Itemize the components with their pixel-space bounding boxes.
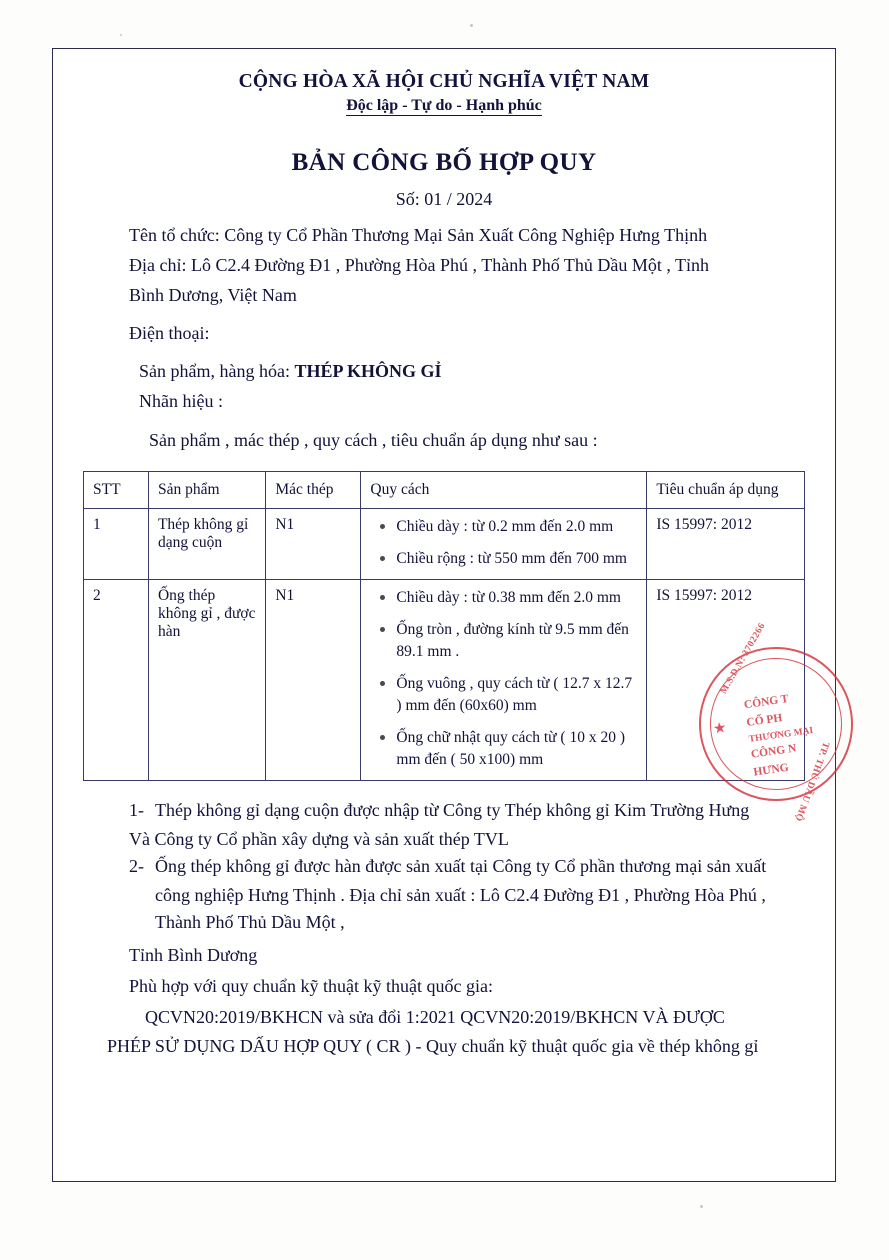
product-label: Sản phẩm, hàng hóa: — [139, 361, 290, 382]
cell-standard: IS 15997: 2012 — [647, 579, 805, 780]
phone-line: Điện thoại: — [129, 323, 210, 344]
note-text: Thép không gỉ dạng cuộn được nhập từ Công ty Thép không gỉ Kim Trường Hưng — [155, 799, 750, 820]
table-row — [84, 508, 805, 579]
column-header-spec: Quy cách — [361, 471, 647, 508]
table-row — [84, 579, 805, 780]
note-number: 1- — [129, 799, 144, 820]
note-continuation: Và Công ty Cổ phần xây dựng và sản xuất thép TVL — [129, 828, 509, 849]
spec-item: Chiều dày : từ 0.2 mm đến 2.0 mm — [396, 516, 637, 538]
stamp-line: CỔ PH — [745, 711, 784, 729]
cell-stt: 2 — [84, 579, 149, 780]
conformity-line-1: QCVN20:2019/BKHCN và sửa đổi 1:2021 QCVN20:2019/BKHCN VÀ ĐƯỢC — [145, 1006, 725, 1027]
note-item — [83, 853, 805, 880]
star-icon: ★ — [712, 720, 728, 738]
address-line-1: Địa chỉ: Lô C2.4 Đường Đ1 , Phường Hòa Phú , Thành Phố Thủ Dầu Một , Tỉnh — [129, 255, 710, 276]
address-line-2: Bình Dương, Việt Nam — [129, 285, 297, 306]
spec-item: Ống vuông , quy cách từ ( 12.7 x 12.7 ) mm đến (60x60) mm — [396, 673, 637, 717]
cell-spec — [361, 579, 647, 780]
national-motto-text: Độc lập - Tự do - Hạnh phúc — [346, 97, 542, 114]
document-number: Số: 01 / 2024 — [395, 189, 493, 209]
scan-artifact — [120, 34, 122, 36]
stamp-registration-number: M.S.D.N: 3702266 — [718, 621, 768, 696]
national-motto — [83, 97, 805, 115]
stamp-line: CÔNG N — [750, 742, 798, 762]
spec-item: Chiều dày : từ 0.38 mm đến 2.0 mm — [396, 587, 637, 609]
brand-line: Nhãn hiệu : — [139, 391, 223, 412]
scan-artifact — [470, 24, 473, 27]
spec-list — [370, 587, 637, 771]
cell-stt: 1 — [84, 508, 149, 579]
product-line — [83, 358, 805, 384]
conformity-label: Phù hợp với quy chuẩn kỹ thuật kỹ thuật quốc gia: — [129, 975, 493, 996]
notes-section — [83, 797, 805, 1060]
column-header-grade: Mác thép — [266, 471, 361, 508]
spec-list — [370, 516, 637, 570]
cell-product: Thép không gỉ dạng cuộn — [148, 508, 265, 579]
organization-line: Tên tổ chức: Công ty Cổ Phần Thương Mại Sản Xuất Công Nghiệp Hưng Thịnh — [129, 225, 708, 245]
note-continuation: công nghiệp Hưng Thịnh . Địa chỉ sản xuất : Lô C2.4 Đường Đ1 , Phường Hòa Phú , — [155, 884, 766, 905]
cell-grade: N1 — [266, 508, 361, 579]
product-value: THÉP KHÔNG GỈ — [294, 361, 442, 382]
stamp-line: THƯƠNG MẠI — [748, 725, 814, 745]
spec-item: Chiều rộng : từ 550 mm đến 700 mm — [396, 548, 637, 570]
note-number: 2- — [129, 855, 144, 876]
stamp-location: TP. THỦ DẦU MỘ — [792, 740, 831, 823]
note-item — [83, 797, 805, 824]
cell-grade: N1 — [266, 579, 361, 780]
column-header-standard: Tiêu chuẩn áp dụng — [647, 471, 805, 508]
province-line: Tỉnh Bình Dương — [129, 944, 258, 965]
scan-artifact — [700, 1205, 703, 1208]
cell-spec — [361, 508, 647, 579]
stamp-line: HƯNG — [752, 761, 790, 779]
conformity-line-2: PHÉP SỬ DỤNG DẤU HỢP QUY ( CR ) - Quy chuẩn kỹ thuật quốc gia về thép không gỉ — [107, 1035, 759, 1056]
note-text: Ống thép không gỉ được hàn được sản xuất tại Công ty Cổ phần thương mại sản xuất — [155, 855, 767, 876]
document-content — [53, 49, 835, 1181]
cell-standard: IS 15997: 2012 — [647, 508, 805, 579]
document-border — [52, 48, 836, 1182]
cell-product: Ống thép không gỉ , được hàn — [148, 579, 265, 780]
page-title: BẢN CÔNG BỐ HỢP QUY — [291, 149, 597, 176]
note-continuation: Thành Phố Thủ Dầu Một , — [155, 911, 345, 932]
column-header-product: Sản phẩm — [148, 471, 265, 508]
column-header-stt: STT — [84, 471, 149, 508]
stamp-line: CÔNG T — [743, 693, 790, 712]
national-header: CỘNG HÒA XÃ HỘI CHỦ NGHĨA VIỆT NAM — [238, 71, 650, 92]
intro-line: Sản phẩm , mác thép , quy cách , tiêu chuẩn áp dụng như sau : — [149, 429, 598, 450]
spec-item: Ống tròn , đường kính từ 9.5 mm đến 89.1 mm . — [396, 619, 637, 663]
specification-table — [83, 471, 805, 781]
spec-item: Ống chữ nhật quy cách từ ( 10 x 20 ) mm đến ( 50 x100) mm — [396, 727, 637, 771]
table-header-row — [84, 471, 805, 508]
